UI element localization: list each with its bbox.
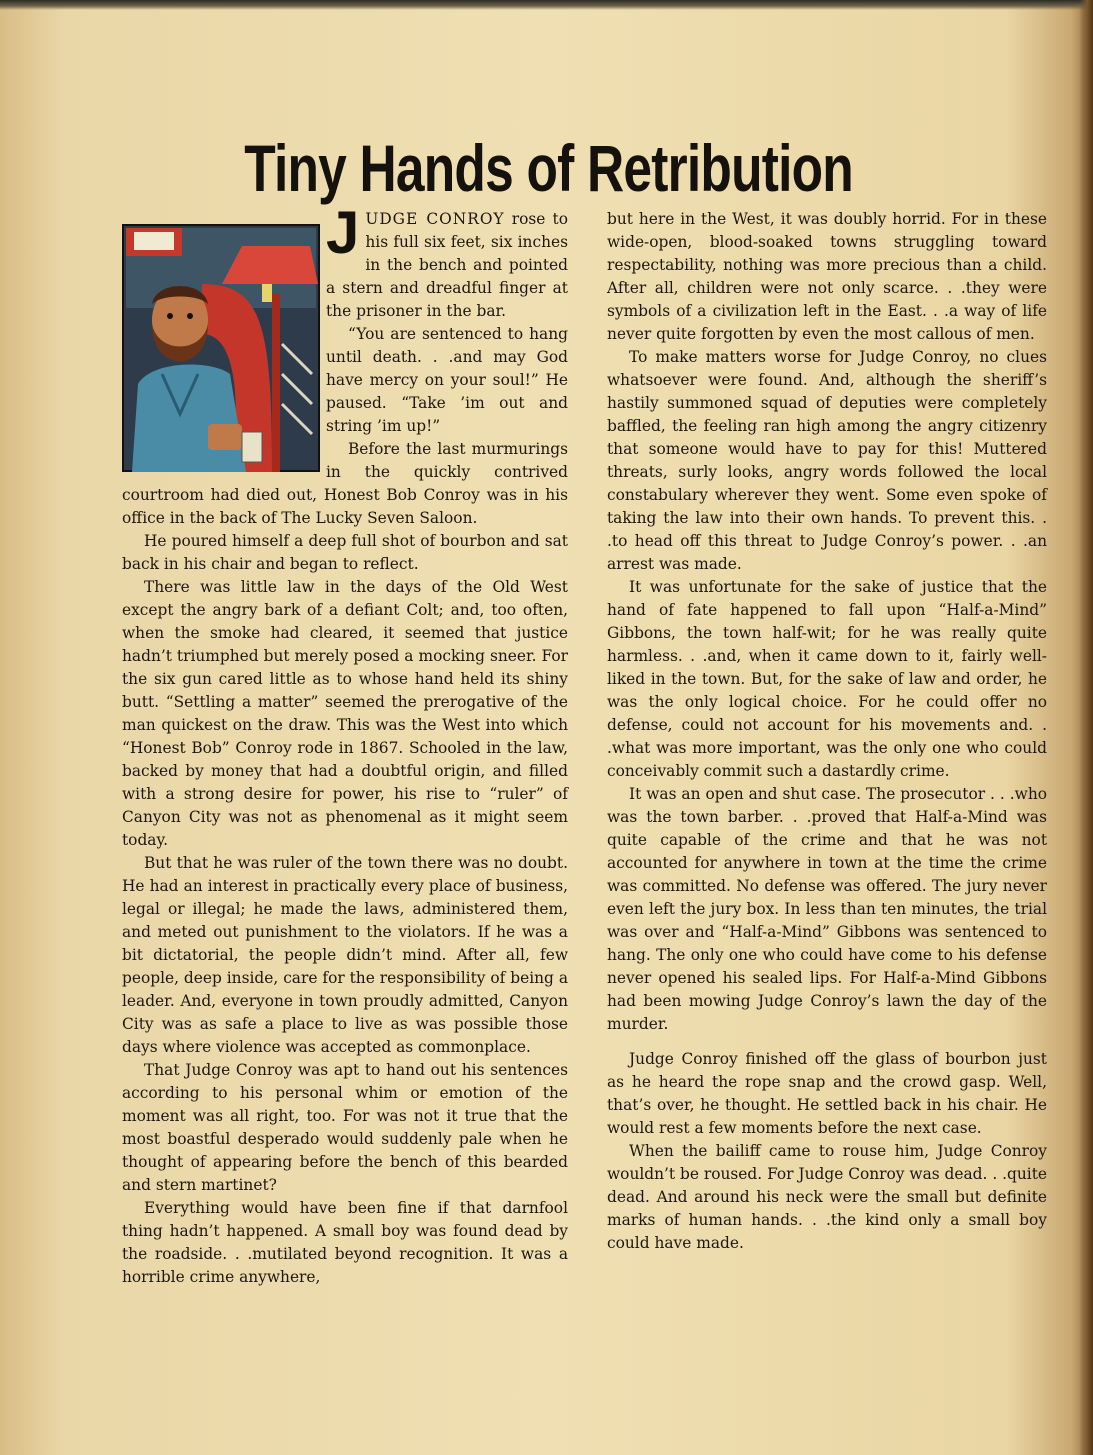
paragraph: Everything would have been fine if that darnfool thing hadn’t happened. A small boy was found dead by the roadside. . .mutilated beyond recognition. It was a horrible crime anywhere, <box>122 1199 568 1286</box>
paragraph: “You are sentenced to hang until death. . .and may God have mercy on your soul!” He paused. “Take ’im out and string ’im up!” <box>326 325 568 435</box>
drop-cap: J <box>326 199 360 266</box>
paragraph: When the bailiff came to rouse him, Judge Conroy wouldn’t be roused. For Judge Conroy was dead. . .quite dead. And around his neck were the small but definite marks of human hands. . .the kind only a small boy could have made. <box>607 1142 1047 1252</box>
left-column <box>122 199 568 1289</box>
paragraph: But that he was ruler of the town there was no doubt. He had an interest in practically every place of business, legal or illegal; he made the laws, administered them, and meted out punishment to the violators. If he was a bit dictatorial, the people didn’t mind. After all, few people, deep inside, care for the responsibility of being a leader. And, everyone in town proudly admitted, Canyon City was as safe a place to live as was possible those days where violence was accepted as commonplace. <box>122 854 568 1056</box>
paragraph: To make matters worse for Judge Conroy, no clues whatsoever were found. And, although the sheriff’s hastily summoned squad of deputies were completely baffled, the feeling ran high among the angry citizenry that someone would have to pay for this! Muttered threats, surly looks, angry words followed the local constabulary wherever they went. Some even spoke of taking the law into their own hands. To prevent this. . .to head off this threat to Judge Conroy’s power. . .an arrest was made. <box>607 348 1047 573</box>
lead-text: rose to his full six feet, six inches in the bench and pointed a stern and dreadful finger at the prisoner in the bar. <box>326 210 568 320</box>
lead-caps: UDGE CONROY <box>365 210 505 228</box>
paragraph: It was an open and shut case. The prosecutor . . .who was the town barber. . .proved that Half-a-Mind was quite capable of the crime and that he was not accounted for anywhere in town at the time the crime was committed. No defense was offered. The jury never even left the jury box. In less than ten minutes, the trial was over and “Half-a-Mind” Gibbons was sentenced to hang. The only one who could have come to his defense never opened his sealed lips. For Half-a-Mind Gibbons had been mowing Judge Conroy’s lawn the day of the murder. <box>607 785 1047 1033</box>
paragraph: He poured himself a deep full shot of bourbon and sat back in his chair and began to reflect. <box>122 532 568 573</box>
paragraph: That Judge Conroy was apt to hand out his sentences according to his personal whim or emotion of the moment was all right, too. For was not it true that the most boastful desperado would suddenly pale when he thought of appearing before the bench of this bearded and stern martinet? <box>122 1061 568 1194</box>
paragraph: Judge Conroy finished off the glass of bourbon just as he heard the rope snap and the crowd gasp. Well, that’s over, he thought. He settled back in his chair. He would rest a few moments before the next case. <box>607 1050 1047 1137</box>
paragraph: It was unfortunate for the sake of justice that the hand of fate happened to fall upon “Half-a-Mind” Gibbons, the town half-wit; for he was really quite harmless. . .and, when it came down to it, fairly well-liked in the town. But, for the sake of law and order, he was the only logical choice. For he could offer no defense, could not account for his movements and. . .what was more important, was the only one who could conceivably commit such a dastardly crime. <box>607 578 1047 780</box>
judge-illustration <box>122 224 320 472</box>
paragraph: There was little law in the days of the Old West except the angry bark of a defiant Colt; and, too often, when the smoke had cleared, it seemed that justice hadn’t triumphed but merely posed a mocking sneer. For the six gun cared little as to whose hand held its shiny butt. “Settling a matter” seemed the prerogative of the man quickest on the draw. This was the West into which “Honest Bob” Conroy rode in 1867. Schooled in the law, backed by money that had a doubtful origin, and filled with a strong desire for power, his rise to “ruler” of Canyon City was not as phenomenal as it might seem today. <box>122 578 568 849</box>
right-column <box>607 208 1047 1255</box>
paragraph: but here in the West, it was doubly horrid. For in these wide-open, blood-soaked towns struggling toward respectability, nothing was more precious than a child. After all, children were not only scarce. . .they were symbols of a civilization left in the East. . .a way of life never quite forgotten by even the most callous of men. <box>607 210 1047 343</box>
story-title: Tiny Hands of Retribution <box>244 131 853 205</box>
paragraph: Before the last murmurings in the quickly contrived courtroom had died out, Honest Bob Conroy was in his office in the back of The Lucky Seven Saloon. <box>122 440 568 527</box>
page-top-edge <box>0 0 1093 10</box>
page-binding-edge <box>1079 0 1093 1455</box>
